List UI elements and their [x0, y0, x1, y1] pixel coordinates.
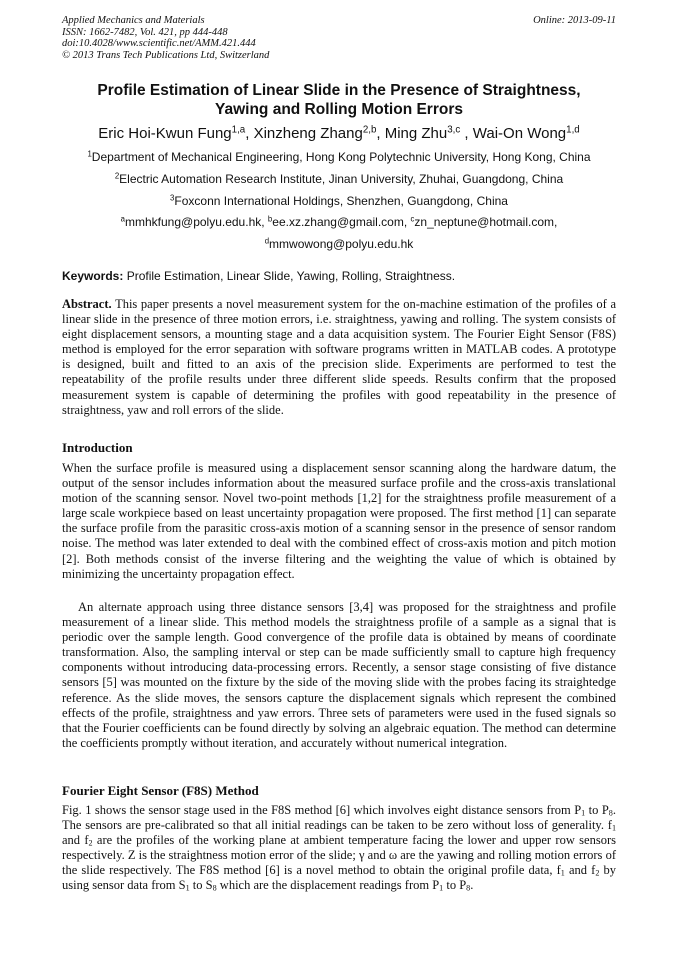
symbol-P: P — [432, 878, 440, 893]
author-list: Eric Hoi-Kwun Fung$^{1,a}$, Xinzheng Zhang$^{2,b}$, Ming Zhu$^{3,c}$ , Wai-On Wong$^{1,d}$ — [98, 124, 580, 142]
paper-title — [62, 81, 616, 119]
symbol-P: P — [601, 803, 609, 817]
email-link[interactable]: ee.xz.zhang@gmail.com — [272, 215, 404, 229]
journal-name: Applied Mechanics and Materials — [62, 15, 205, 26]
f8s-text: to — [443, 878, 460, 893]
subscript: 1 — [560, 869, 565, 878]
f8s-text: and — [62, 833, 85, 848]
f8s-text: . — [470, 878, 474, 893]
symbol-f: f — [84, 833, 89, 848]
f8s-text: are the profiles of the working plane at ambient temperature facing the lower and upper row sensors respectively. Z is the straightness motion error of the slide; γ and ω are the yawing and rolling motion errors of the slide respectively. The F8S method [6] is a novel method to obtain the original profile data, — [62, 833, 616, 878]
author-sup: 3,c — [447, 124, 461, 136]
email-line-2 — [62, 237, 616, 252]
online-date: Online: 2013-09-11 — [533, 15, 616, 26]
symbol-P: P — [574, 803, 582, 817]
title-line-1: Profile Estimation of Linear Slide in the Presence of Straightness, — [97, 82, 581, 99]
email-line-1: $^a$mmhkfung@polyu.edu.hk, $^b$ee.xz.zhang@gmail.com, $^c$zn_neptune@hotmail.com, — [120, 214, 558, 229]
abstract — [62, 297, 616, 418]
keywords-text: Profile Estimation, Linear Slide, Yawing, Rolling, Straightness. — [126, 269, 456, 283]
f8s-paragraph: Fig. 1 shows the sensor stage used in the F8S method [6] which involves eight distance sensors from $P_1$ to $P_8$. The sensors are pre-calibrated so that all initial readings can be taken to be zero without loss of generality. $f_1$ and $f_2$ are the profiles of the working plane at ambient temperature facing the lower and upper row sensors respectively. Z is the straightness motion error of the slide; γ and ω are the yawing and rolling motion errors of the slide respectively. The F8S method [6] is a novel method to obtain the original profile data, $f_1$ and $f_2$ by using sensor data from $S_1$ to $S_8$ which are the displacement readings from $P_1$ to $P_8$. — [62, 803, 616, 894]
journal-header — [62, 15, 616, 61]
subscript: 1 — [439, 884, 444, 894]
f8s-text: by using sensor data from — [62, 863, 616, 893]
affiliation-sup: 1 — [87, 149, 92, 159]
journal-issn: ISSN: 1662-7482, Vol. 421, pp 444-448 — [62, 26, 228, 38]
affiliation-3 — [62, 194, 616, 209]
affiliation-sup: 3 — [170, 193, 175, 203]
journal-doi: doi:10.4028/www.scientific.net/AMM.421.444 — [62, 38, 256, 49]
subscript: 8 — [608, 808, 613, 818]
email-sup: c — [410, 214, 415, 224]
email-sup: b — [267, 214, 273, 224]
email-link[interactable]: mmwowong@polyu.edu.hk — [269, 237, 414, 251]
abstract-text: This paper presents a novel measurement system for the on-machine estimation of the profiles of a linear slide in the presence of three motion errors, i.e. straightness, yawing and rolling. The system consists of eight displacement sensors, a mounting stage and a data acquisition system. The Fourier Eight Sensor (F8S) method is employed for the error separation with software programs written in MATLAB codes. A prototype is designed, built and fitted to an axis of the precision slide. Experiments are performed to test the repeatability of the profile results under three different slide speeds. Results confirm that the proposed measurement system is capable of determining the profiles with good repeatability in the presence of straightness, yaw and roll errors of the slide. — [62, 297, 617, 417]
symbol-P: P — [459, 878, 467, 893]
f8s-heading: Fourier Eight Sensor (F8S) Method — [62, 783, 259, 798]
introduction-heading: Introduction — [62, 440, 133, 455]
affiliation-text: Foxconn International Holdings, Shenzhen, Guangdong, China — [174, 194, 508, 208]
affiliation-1 — [62, 150, 616, 165]
subscript: 1 — [185, 884, 190, 894]
symbol-f: f — [591, 863, 596, 878]
abstract-label: Abstract. — [62, 297, 112, 311]
email-link[interactable]: zn_neptune@hotmail.com — [414, 215, 555, 229]
f8s-text: . The sensors are pre-calibrated so that all initial readings can be taken to be zero without loss of generality. — [62, 803, 616, 833]
intro-paragraph-1: When the surface profile is measured using a displacement sensor scanning along the hardware datum, the output of the sensor includes information about the measured surface profile and the cross-axis translational motion of the scanning sensor. Novel two-point methods [1,2] for the straightness profile measurement of a large scale workpiece based on least uncertainty propagation were proposed. The first method [1] can separate the surface profile from the parasitic cross-axis motion of a scanning sensor in the presence of sensor random noise. The method was later extended to deal with the combined effect of cross-axis motion and pitch motion [2]. Both methods consist of the inverse filtering and the weighting the value of which is obtained by minimizing the uncertainty propagation effect. — [62, 461, 616, 581]
email-link[interactable]: mmhkfung@polyu.edu.hk — [124, 215, 262, 229]
symbol-S: S — [178, 878, 186, 893]
author-name: Wai-On Wong — [472, 125, 567, 142]
author-sup: 1,d — [566, 124, 580, 136]
author-name: Xinzheng Zhang — [253, 125, 363, 142]
affiliation-text: Electric Automation Research Institute, Jinan University, Zhuhai, Guangdong, China — [119, 172, 564, 186]
affiliation-sup: 2 — [114, 171, 120, 181]
keywords — [62, 269, 616, 284]
symbol-S: S — [205, 878, 213, 893]
subscript: 8 — [212, 884, 217, 894]
subscript: 1 — [611, 823, 616, 833]
author-sup: 1,a — [231, 124, 246, 136]
journal-copyright: © 2013 Trans Tech Publications Ltd, Switzerland — [62, 49, 270, 61]
author-name: Ming Zhu — [384, 125, 448, 142]
author-name: Eric Hoi-Kwun Fung — [98, 125, 232, 142]
subscript: 1 — [581, 808, 586, 818]
author-sup: 2,b — [362, 124, 377, 136]
f8s-text: Fig. 1 shows the sensor stage used in the F8S method [6] which involves eight distance sensors from — [62, 803, 575, 817]
affiliation-2 — [62, 172, 616, 187]
symbol-f: f — [556, 863, 561, 878]
keywords-label: Keywords: — [62, 269, 124, 283]
title-line-2: Yawing and Rolling Motion Errors — [214, 101, 463, 118]
symbol-f: f — [607, 818, 612, 833]
email-sup: a — [120, 214, 125, 224]
f8s-text: which are the displacement readings from — [216, 878, 433, 893]
intro-paragraph-2: An alternate approach using three distance sensors [3,4] was proposed for the straightness and profile measurement of a linear slide. This method models the straightness profile of a sample as a signal that is periodic over the sample length. Good convergence of the profile data is obtained by means of coordinate transformation. Also, the sampling interval or step can be made sufficiently small to capture high frequency components without introducing data-processing errors. Recently, a sensor stage consisting of five distance sensors [5] was mounted on the fixture by the side of the moving slide with the probes facing its straightedge reference. As the slide moves, the sensors capture the displacement signals which represent the combined effects of the profile, straightness and yaw errors. Three sets of parameters were used in the fused signals so that the Fourier coefficients can be found directly by solving an algebraic equation. The method can determine the coefficients promptly without iteration, and accurately without numerical integration. — [62, 600, 616, 750]
f8s-text: to — [189, 878, 206, 893]
affiliation-text: Department of Mechanical Engineering, Hong Kong Polytechnic University, Hong Kong, China — [91, 150, 591, 164]
subscript: 8 — [466, 884, 471, 894]
f8s-text: to — [585, 803, 602, 817]
email-sup: d — [264, 236, 270, 246]
